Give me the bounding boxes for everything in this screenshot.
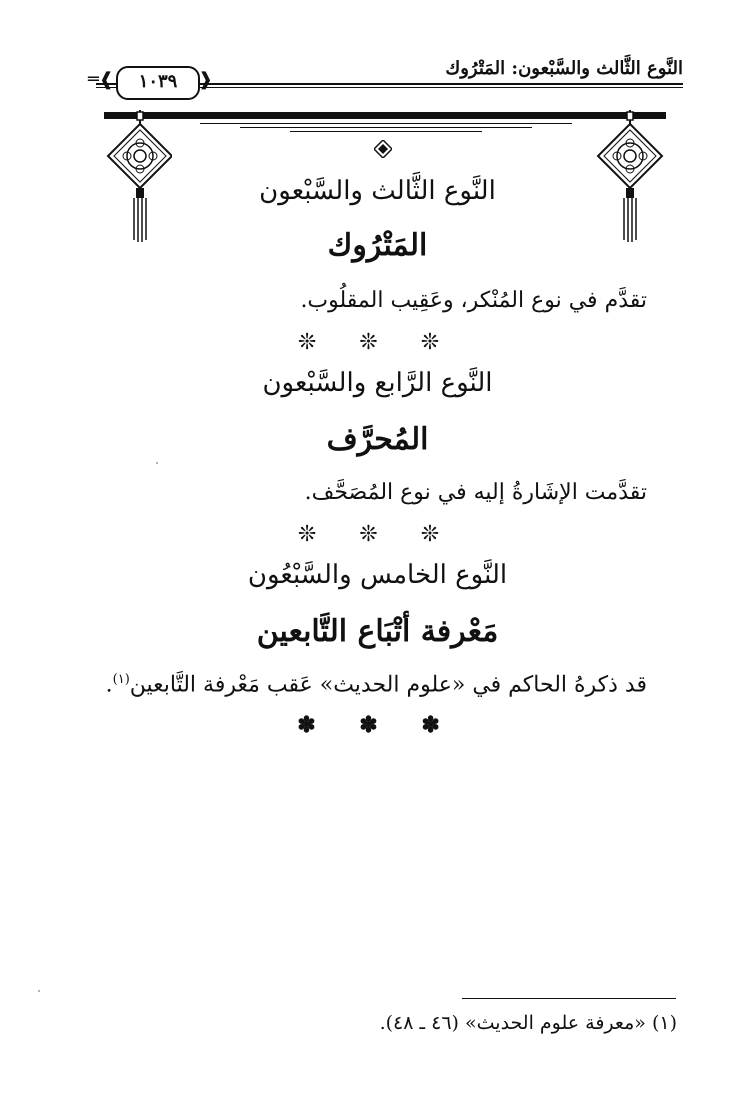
section-body-text: قد ذكرهُ الحاكم في «علوم الحديث» عَقب مَعْرفة التَّابعين	[129, 672, 647, 698]
decorative-line	[240, 127, 532, 128]
section-body: تقدَّمت الإشَارةُ إليه في نوع المُصَحَّف.	[304, 480, 647, 505]
footnote-rule	[462, 998, 676, 999]
right-lantern-ornament	[596, 110, 664, 250]
section-title: مَعْرفة أتْبَاع التَّابعين	[256, 614, 499, 649]
section-body-end: .	[105, 672, 113, 698]
footnote-text: «معرفة علوم الحديث» (٤٦ ـ ٤٨).	[379, 1012, 646, 1034]
section-separator: ❊ ❊ ❊	[297, 522, 458, 547]
decorative-line	[290, 131, 482, 132]
section-title: المُحرَّف	[326, 422, 429, 457]
scan-speck	[156, 462, 158, 464]
section-type-heading: النَّوع الخامس والسَّبْعُون	[247, 560, 508, 590]
page-number: ١٠٣٩	[116, 66, 200, 100]
section-type-heading: النَّوع الثَّالث والسَّبْعون	[259, 176, 496, 206]
section-body: تقدَّم في نوع المُنْكر، وعَقِيب المقلُوب.	[300, 288, 647, 313]
section-body	[106, 672, 647, 697]
page-number-ornament-left: ═❰	[88, 69, 114, 90]
top-decorative-bar	[104, 112, 666, 119]
decorative-line	[200, 123, 572, 124]
center-diamond-ornament	[374, 140, 392, 158]
scan-speck	[38, 990, 40, 992]
left-lantern-ornament	[104, 110, 172, 250]
section-separator: ✽ ✽ ✽	[297, 712, 458, 738]
section-type-heading: النَّوع الرَّابع والسَّبْعون	[262, 368, 493, 398]
footnote	[380, 1012, 677, 1034]
page-number-ornament-right: ❱	[198, 69, 214, 90]
footnote-ref[interactable]: (١)	[112, 672, 130, 687]
running-head: النَّوع الثَّالث والسَّبْعون: المَتْرُوك	[445, 58, 683, 79]
section-separator: ❊ ❊ ❊	[297, 330, 458, 355]
footnote-marker: (١)	[651, 1012, 677, 1034]
section-title: المَتْرُوك	[327, 228, 428, 263]
